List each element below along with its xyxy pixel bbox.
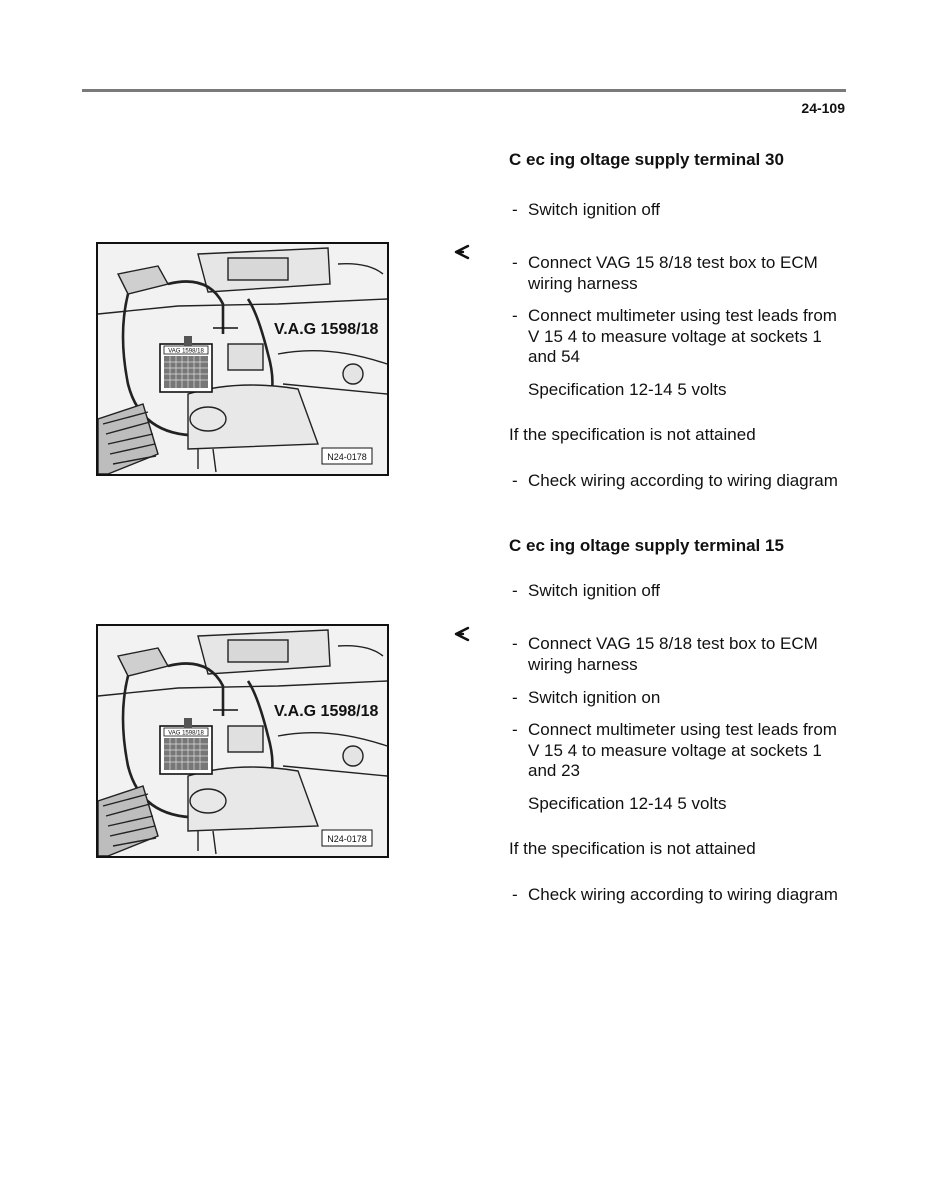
step-text: Check wiring according to wiring diagram: [528, 471, 838, 490]
tool-callout-label: V.A.G 1598/18: [274, 321, 379, 338]
section2-heading: C ec ing oltage supply terminal 15: [509, 536, 784, 555]
step-text: Check wiring according to wiring diagram: [528, 885, 838, 904]
section1-step-connect-box: [512, 253, 842, 294]
section2-step-check-wiring: [512, 885, 842, 906]
bullet-dash: -: [512, 634, 518, 653]
section2-specification: Specification 12-14 5 volts: [528, 794, 727, 813]
section2-step-connect-box: [512, 634, 842, 675]
test-box-label: VAG 1598/18: [168, 730, 204, 737]
header-rule: [82, 89, 846, 92]
step-text: Switch ignition off: [528, 200, 660, 219]
engine-test-box-illustration: [96, 242, 389, 476]
figure-pointer-icon: [453, 243, 471, 261]
section1-step-check-wiring: [512, 471, 842, 492]
step-text: Connect multimeter using test leads from V 15 4 to measure voltage at sockets 1 and 23: [528, 720, 837, 780]
page-number: 24-109: [801, 100, 845, 116]
section2-not-attained: If the specification is not attained: [509, 839, 756, 858]
section2-step-connect-multimeter: [512, 720, 842, 782]
section1-step-connect-multimeter: [512, 306, 842, 368]
step-text: Connect multimeter using test leads from V 15 4 to measure voltage at sockets 1 and 54: [528, 306, 837, 366]
bullet-dash: -: [512, 471, 518, 490]
section1-not-attained: If the specification is not attained: [509, 425, 756, 444]
figure-reference: N24-0178: [327, 834, 367, 844]
step-text: Switch ignition off: [528, 581, 660, 600]
bullet-dash: -: [512, 200, 518, 219]
test-box-label: VAG 1598/18: [168, 348, 204, 355]
step-text: Switch ignition on: [528, 688, 661, 707]
section2-step-switch-off: [512, 581, 842, 602]
figure-reference: N24-0178: [327, 452, 367, 462]
bullet-dash: -: [512, 581, 518, 600]
bullet-dash: -: [512, 253, 518, 272]
bullet-dash: -: [512, 885, 518, 904]
section1-specification: Specification 12-14 5 volts: [528, 380, 727, 399]
bullet-dash: -: [512, 306, 518, 325]
step-text: Connect VAG 15 8/18 test box to ECM wiring harness: [528, 253, 818, 293]
section2-step-switch-on: [512, 688, 842, 709]
figure-pointer-icon: [453, 625, 471, 643]
engine-test-box-illustration: [96, 624, 389, 858]
bullet-dash: -: [512, 720, 518, 739]
bullet-dash: -: [512, 688, 518, 707]
tool-callout-label: V.A.G 1598/18: [274, 703, 379, 720]
section1-step-switch-off: [512, 200, 842, 221]
section1-heading: C ec ing oltage supply terminal 30: [509, 150, 784, 169]
step-text: Connect VAG 15 8/18 test box to ECM wiring harness: [528, 634, 818, 674]
